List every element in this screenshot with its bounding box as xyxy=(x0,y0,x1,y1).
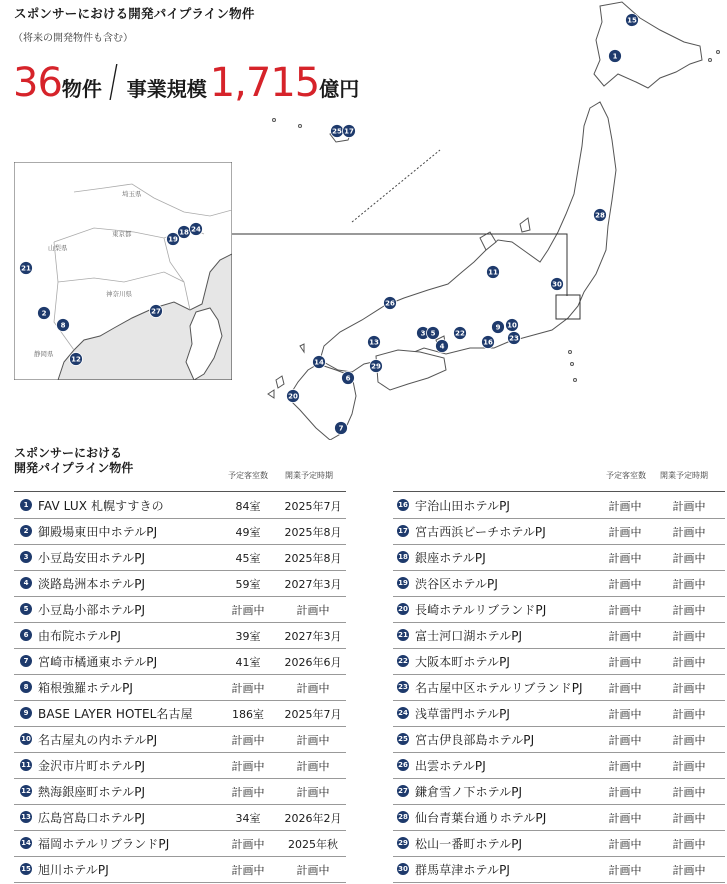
property-name: 松山一番町ホテルPJ xyxy=(415,837,523,851)
property-name: FAV LUX 札幌すすきの xyxy=(38,499,164,513)
row-number-badge: 2 xyxy=(20,525,32,537)
map-marker-17 xyxy=(343,125,356,138)
property-name: 熱海銀座町ホテルPJ xyxy=(38,785,146,799)
page-title: スポンサーにおける開発パイプライン物件 xyxy=(14,6,255,21)
property-count: 36 xyxy=(13,60,62,106)
table-row xyxy=(14,804,346,831)
row-number-badge: 12 xyxy=(21,787,31,795)
scale-unit: 億円 xyxy=(319,77,360,101)
planned-rooms: 186室 xyxy=(232,708,264,721)
map-marker-label: 3 xyxy=(420,329,426,338)
planned-opening: 2025年秋 xyxy=(288,838,338,851)
table-row xyxy=(393,700,725,727)
planned-rooms: 84室 xyxy=(235,500,261,513)
map-marker-15 xyxy=(626,14,639,27)
planned-opening: 計画中 xyxy=(296,604,330,617)
map-marker-6 xyxy=(342,372,355,385)
map-marker-label: 30 xyxy=(552,280,562,289)
property-name: 大阪本町ホテルPJ xyxy=(415,655,511,669)
map-marker-23 xyxy=(508,332,521,345)
property-name: 富士河口湖ホテルPJ xyxy=(415,629,523,643)
property-name: 旭川ホテルPJ xyxy=(38,863,109,877)
row-number-badge: 30 xyxy=(398,865,408,873)
table-row xyxy=(14,492,346,519)
property-name: 広島宮島口ホテルPJ xyxy=(38,811,146,825)
table-row xyxy=(393,674,725,701)
planned-rooms: 計画中 xyxy=(231,838,265,851)
map-marker-28 xyxy=(594,209,607,222)
table-row xyxy=(14,700,346,727)
property-name: 小豆島安田ホテルPJ xyxy=(38,551,146,565)
planned-opening: 計画中 xyxy=(296,864,330,877)
map-marker-26 xyxy=(384,297,397,310)
property-name: 宮崎市橘通東ホテルPJ xyxy=(38,655,158,669)
planned-rooms: 41室 xyxy=(235,656,261,669)
planned-rooms: 34室 xyxy=(235,812,261,825)
planned-rooms: 49室 xyxy=(235,526,261,539)
map-marker-27 xyxy=(150,305,163,318)
planned-rooms: 計画中 xyxy=(608,604,642,617)
table-row xyxy=(393,570,725,597)
planned-rooms: 計画中 xyxy=(231,760,265,773)
slash-divider: / xyxy=(108,56,118,107)
map-marker-21 xyxy=(20,262,33,275)
planned-rooms: 計画中 xyxy=(231,682,265,695)
map-marker-label: 25 xyxy=(332,127,342,136)
map-marker-label: 17 xyxy=(344,127,354,136)
planned-opening: 2026年6月 xyxy=(284,656,342,669)
planned-opening: 計画中 xyxy=(672,500,706,513)
table-row xyxy=(393,830,725,857)
table-row xyxy=(14,856,346,883)
planned-opening: 計画中 xyxy=(672,708,706,721)
right-col-rooms-header: 予定客室数 xyxy=(606,471,646,480)
map-marker-label: 5 xyxy=(430,329,436,338)
property-name: 名古屋中区ホテルリブランドPJ xyxy=(415,681,583,695)
row-number-badge: 11 xyxy=(21,761,31,769)
planned-rooms: 計画中 xyxy=(231,604,265,617)
planned-opening: 計画中 xyxy=(672,682,706,695)
map-marker-label: 29 xyxy=(371,362,381,371)
table-row xyxy=(14,648,346,675)
page-subtitle: （将来の開発物件も含む） xyxy=(13,33,133,44)
left-col-rooms-header: 予定客室数 xyxy=(228,471,268,480)
planned-opening: 計画中 xyxy=(672,734,706,747)
table-row xyxy=(14,570,346,597)
map-marker-13 xyxy=(368,336,381,349)
table-row xyxy=(393,778,725,805)
map-marker-label: 2 xyxy=(41,309,47,318)
table-heading-line2: 開発パイプライン物件 xyxy=(14,461,134,475)
planned-opening: 計画中 xyxy=(672,656,706,669)
planned-rooms: 計画中 xyxy=(608,500,642,513)
property-name: 由布院ホテルPJ xyxy=(38,629,121,643)
map-marker-label: 26 xyxy=(385,299,395,308)
map-marker-label: 13 xyxy=(369,338,379,347)
property-name: 宮古西浜ビーチホテルPJ xyxy=(415,525,546,539)
row-number-badge: 25 xyxy=(398,735,408,743)
inset-label-shizuoka: 静岡県 xyxy=(34,350,54,358)
scale-label: 事業規模 xyxy=(126,77,207,101)
planned-opening: 計画中 xyxy=(672,786,706,799)
map-marker-label: 6 xyxy=(345,374,351,383)
map-marker-2 xyxy=(38,307,51,320)
inset-label-kanagawa: 神奈川県 xyxy=(106,290,132,298)
map-marker-label: 23 xyxy=(509,334,519,343)
inset-label-saitama: 埼玉県 xyxy=(122,190,142,198)
planned-opening: 2025年7月 xyxy=(284,500,342,513)
map-marker-label: 7 xyxy=(338,424,344,433)
map-marker-22 xyxy=(454,327,467,340)
planned-opening: 計画中 xyxy=(672,578,706,591)
table-row xyxy=(14,674,346,701)
planned-rooms: 45室 xyxy=(235,552,261,565)
planned-opening: 計画中 xyxy=(296,786,330,799)
planned-opening: 計画中 xyxy=(296,734,330,747)
table-row xyxy=(14,726,346,753)
property-name: BASE LAYER HOTEL名古屋 xyxy=(38,707,193,721)
inset-label-tokyo: 東京都 xyxy=(112,230,132,238)
property-name: 群馬草津ホテルPJ xyxy=(415,863,511,877)
planned-opening: 2025年8月 xyxy=(284,526,342,539)
row-number-badge: 1 xyxy=(20,499,32,511)
row-number-badge: 4 xyxy=(20,577,32,589)
planned-opening: 2027年3月 xyxy=(284,630,342,643)
row-number-badge: 6 xyxy=(20,629,32,641)
table-row xyxy=(393,804,725,831)
property-name: 仙台青葉台通りホテルPJ xyxy=(415,811,547,825)
map-marker-14 xyxy=(313,356,326,369)
planned-opening: 2026年2月 xyxy=(284,812,342,825)
table-row xyxy=(14,544,346,571)
property-name: 金沢市片町ホテルPJ xyxy=(38,759,146,773)
planned-opening: 計画中 xyxy=(672,812,706,825)
row-number-badge: 19 xyxy=(398,579,408,587)
row-number-badge: 14 xyxy=(21,839,31,847)
map-marker-24 xyxy=(190,223,203,236)
row-number-badge: 9 xyxy=(20,707,32,719)
table-heading xyxy=(14,446,133,476)
property-name: 宇治山田ホテルPJ xyxy=(415,499,511,513)
map-marker-12 xyxy=(70,353,83,366)
planned-rooms: 計画中 xyxy=(608,526,642,539)
map-marker-label: 15 xyxy=(627,16,637,25)
planned-rooms: 計画中 xyxy=(608,760,642,773)
row-number-badge: 27 xyxy=(398,787,408,795)
map-marker-30 xyxy=(551,278,564,291)
property-name: 鎌倉雪ノ下ホテルPJ xyxy=(415,785,523,799)
row-number-badge: 29 xyxy=(398,839,408,847)
planned-opening: 2025年8月 xyxy=(284,552,342,565)
row-number-badge: 13 xyxy=(21,813,31,821)
property-name: 渋谷区ホテルPJ xyxy=(415,577,498,591)
row-number-badge: 10 xyxy=(21,735,31,743)
property-name: 福岡ホテルリブランドPJ xyxy=(38,837,170,851)
map-marker-label: 19 xyxy=(168,235,178,244)
tokyo-area-inset-map xyxy=(14,162,232,380)
property-name: 箱根強羅ホテルPJ xyxy=(38,681,134,695)
table-row xyxy=(14,596,346,623)
planned-opening: 計画中 xyxy=(672,604,706,617)
right-col-open-header: 開業予定時期 xyxy=(660,471,708,480)
planned-opening: 計画中 xyxy=(296,682,330,695)
table-row xyxy=(14,778,346,805)
map-marker-18 xyxy=(178,226,191,239)
row-number-badge: 26 xyxy=(398,761,408,769)
map-marker-1 xyxy=(609,50,622,63)
map-marker-7 xyxy=(335,422,348,435)
table-row xyxy=(14,518,346,545)
planned-rooms: 計画中 xyxy=(231,864,265,877)
map-marker-label: 20 xyxy=(288,392,298,401)
row-number-badge: 21 xyxy=(398,631,408,639)
planned-rooms: 計画中 xyxy=(608,786,642,799)
map-marker-10 xyxy=(506,319,519,332)
table-heading-line1: スポンサーにおける xyxy=(14,446,123,460)
map-marker-9 xyxy=(492,321,505,334)
planned-opening: 計画中 xyxy=(672,760,706,773)
map-marker-8 xyxy=(57,319,70,332)
row-number-badge: 8 xyxy=(20,681,32,693)
map-marker-5 xyxy=(427,327,440,340)
map-marker-label: 10 xyxy=(507,321,517,330)
map-marker-label: 9 xyxy=(495,323,501,332)
planned-opening: 計画中 xyxy=(672,552,706,565)
planned-rooms: 計画中 xyxy=(608,578,642,591)
property-name: 宮古伊良部島ホテルPJ xyxy=(415,733,535,747)
row-number-badge: 5 xyxy=(20,603,32,615)
map-marker-label: 28 xyxy=(595,211,605,220)
map-marker-label: 1 xyxy=(612,52,618,61)
table-row xyxy=(393,518,725,545)
property-count-unit: 物件 xyxy=(61,77,102,101)
map-marker-29 xyxy=(370,360,383,373)
map-marker-label: 22 xyxy=(455,329,465,338)
map-marker-4 xyxy=(436,340,449,353)
row-number-badge: 15 xyxy=(21,865,31,873)
table-row xyxy=(14,622,346,649)
planned-rooms: 計画中 xyxy=(608,812,642,825)
planned-rooms: 計画中 xyxy=(608,708,642,721)
left-col-open-header: 開業予定時期 xyxy=(285,471,333,480)
table-row xyxy=(393,752,725,779)
map-marker-label: 14 xyxy=(314,358,324,367)
planned-opening: 計画中 xyxy=(672,864,706,877)
planned-rooms: 計画中 xyxy=(608,682,642,695)
row-number-badge: 18 xyxy=(398,553,408,561)
row-number-badge: 28 xyxy=(398,813,408,821)
property-name: 長崎ホテルリブランドPJ xyxy=(415,603,547,617)
map-marker-label: 21 xyxy=(21,264,31,273)
planned-opening: 2027年3月 xyxy=(284,578,342,591)
planned-rooms: 59室 xyxy=(235,578,261,591)
table-row xyxy=(393,856,725,883)
planned-opening: 計画中 xyxy=(296,760,330,773)
row-number-badge: 24 xyxy=(398,709,408,717)
scale-value: 1,715 xyxy=(209,60,320,106)
map-marker-label: 8 xyxy=(60,321,66,330)
planned-rooms: 計画中 xyxy=(608,630,642,643)
planned-rooms: 計画中 xyxy=(608,734,642,747)
table-row xyxy=(14,752,346,779)
property-name: 銀座ホテルPJ xyxy=(415,551,486,565)
property-name: 名古屋丸の内ホテルPJ xyxy=(38,733,158,747)
table-row xyxy=(393,648,725,675)
planned-opening: 計画中 xyxy=(672,630,706,643)
planned-opening: 2025年7月 xyxy=(284,708,342,721)
planned-rooms: 計画中 xyxy=(231,786,265,799)
map-marker-label: 12 xyxy=(71,355,81,364)
property-name: 出雲ホテルPJ xyxy=(415,759,486,773)
map-marker-label: 24 xyxy=(191,225,201,234)
map-marker-label: 16 xyxy=(483,338,493,347)
map-marker-label: 18 xyxy=(179,228,189,237)
property-name: 淡路島洲本ホテルPJ xyxy=(38,577,146,591)
row-number-badge: 22 xyxy=(398,657,408,665)
planned-opening: 計画中 xyxy=(672,838,706,851)
inset-label-yamanashi: 山梨県 xyxy=(48,244,68,252)
planned-rooms: 計画中 xyxy=(231,734,265,747)
table-row xyxy=(14,830,346,857)
map-marker-label: 4 xyxy=(439,342,445,351)
row-number-badge: 3 xyxy=(20,551,32,563)
planned-opening: 計画中 xyxy=(672,526,706,539)
table-row xyxy=(393,492,725,519)
row-number-badge: 17 xyxy=(398,527,408,535)
row-number-badge: 7 xyxy=(20,655,32,667)
map-marker-11 xyxy=(487,266,500,279)
planned-rooms: 39室 xyxy=(235,630,261,643)
property-name: 浅草雷門ホテルPJ xyxy=(415,707,511,721)
map-marker-20 xyxy=(287,390,300,403)
table-row xyxy=(393,544,725,571)
table-row xyxy=(393,726,725,753)
property-name: 小豆島小部ホテルPJ xyxy=(38,603,146,617)
map-marker-25 xyxy=(331,125,344,138)
planned-rooms: 計画中 xyxy=(608,656,642,669)
map-marker-16 xyxy=(482,336,495,349)
row-number-badge: 20 xyxy=(398,605,408,613)
map-marker-label: 11 xyxy=(488,268,498,277)
table-row xyxy=(393,622,725,649)
table-row xyxy=(393,596,725,623)
row-number-badge: 23 xyxy=(398,683,408,691)
planned-rooms: 計画中 xyxy=(608,838,642,851)
planned-rooms: 計画中 xyxy=(608,552,642,565)
planned-rooms: 計画中 xyxy=(608,864,642,877)
property-name: 御殿場東田中ホテルPJ xyxy=(38,525,158,539)
map-marker-label: 27 xyxy=(151,307,161,316)
row-number-badge: 16 xyxy=(398,501,408,509)
